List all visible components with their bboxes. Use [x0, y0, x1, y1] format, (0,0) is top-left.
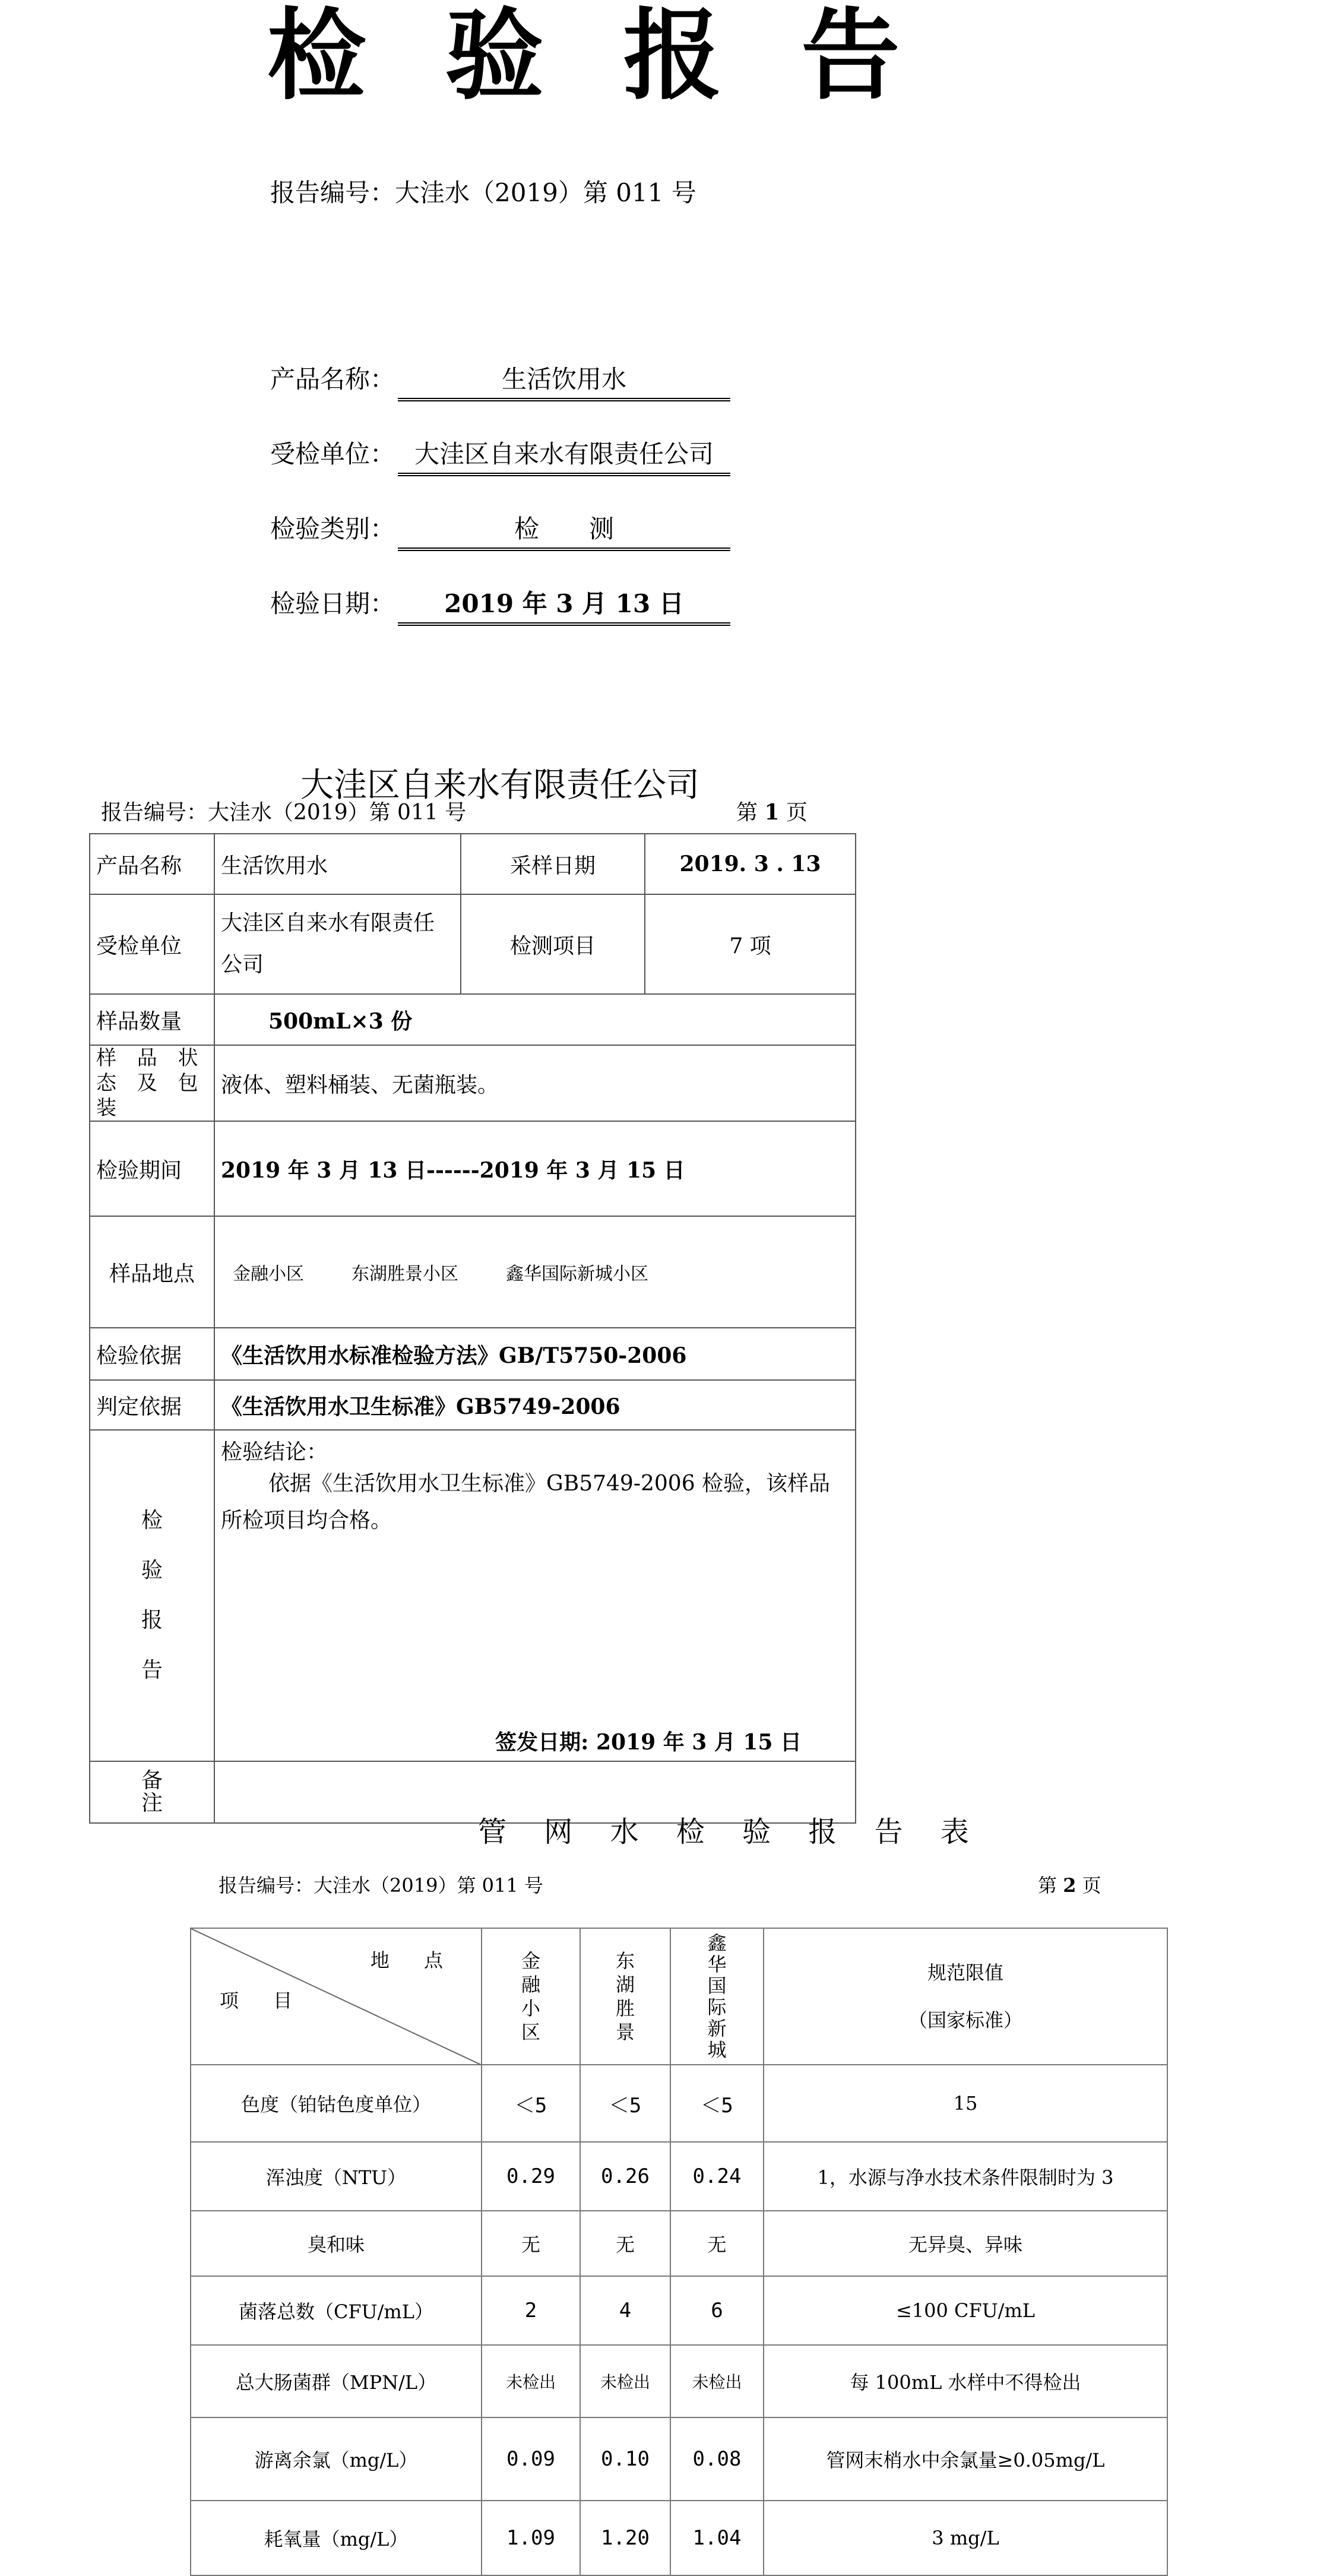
limit-cell: 1，水源与净水技术条件限制时为 3 — [764, 2142, 1167, 2211]
cell-value: 2019 年 3 月 13 日------2019 年 3 月 15 日 — [214, 1121, 856, 1216]
site-name: 金融小区 — [233, 1264, 304, 1284]
page1-report-number: 报告编号：大洼水（2019）第 011 号 — [101, 800, 467, 825]
table-row — [90, 894, 856, 994]
limit-sub: （国家标准） — [908, 2009, 1022, 2031]
cover-field-label: 检验日期： — [270, 589, 395, 618]
table-row — [191, 2417, 1167, 2501]
cell-label: 采样日期 — [461, 834, 645, 894]
value-cell: 无 — [670, 2211, 764, 2276]
header-location: 地 点 — [370, 1949, 457, 1971]
value-cell: 0.24 — [670, 2142, 764, 2211]
page2-page-number — [1038, 1871, 1101, 1898]
cell-label: 样 品 状 态 及 包 装 — [90, 1045, 214, 1121]
value-cell: 0.10 — [580, 2417, 670, 2501]
header-site — [670, 1928, 764, 2065]
cell-value: 生活饮用水 — [214, 834, 461, 894]
cell-value: 2019. 3 . 13 — [645, 834, 856, 894]
table-row — [90, 834, 856, 894]
cell-label: 受检单位 — [90, 894, 214, 994]
value-cell: 未检出 — [482, 2345, 580, 2417]
cover-field-label: 检验类别： — [270, 514, 395, 543]
remark-label-cell — [90, 1761, 214, 1823]
value-cell: 1.20 — [580, 2501, 670, 2575]
value-cell: 0.29 — [482, 2142, 580, 2211]
diagonal-header-cell — [191, 1928, 482, 2065]
cell-label: 检验期间 — [90, 1121, 214, 1216]
limit-cell: 无异臭、异味 — [764, 2211, 1167, 2276]
limit-cell: 15 — [764, 2065, 1167, 2142]
report-table — [89, 833, 856, 1824]
cover-field-value: 大洼区自来水有限责任公司 — [398, 435, 730, 476]
value-cell: 0.26 — [580, 2142, 670, 2211]
page-num: 1 — [764, 800, 780, 825]
item-cell: 菌落总数（CFU/mL） — [191, 2276, 482, 2345]
page-suffix: 页 — [779, 800, 808, 825]
cover-field-label: 产品名称： — [270, 365, 395, 394]
header-item: 项 目 — [220, 1989, 307, 2012]
cell-value: 7 项 — [645, 894, 856, 994]
value-cell: ＜5 — [580, 2065, 670, 2142]
page2-report-number: 报告编号：大洼水（2019）第 011 号 — [219, 1874, 543, 1897]
table-row — [90, 1045, 856, 1121]
header-site — [482, 1928, 580, 2065]
cover-title: 检 验 报 告 — [267, 0, 923, 113]
limit-cell: ≤100 CFU/mL — [764, 2276, 1167, 2345]
table-row — [191, 2276, 1167, 2345]
report-label-cell — [90, 1430, 214, 1761]
value-cell: 1.09 — [482, 2501, 580, 2575]
company-title: 大洼区自来水有限责任公司 — [300, 766, 699, 805]
cell-value: 《生活饮用水卫生标准》GB5749-2006 — [214, 1380, 856, 1430]
table-row — [191, 2065, 1167, 2142]
cover-field-value: 检 测 — [398, 509, 730, 551]
table-row — [90, 1430, 856, 1761]
value-cell: 未检出 — [580, 2345, 670, 2417]
table-row — [191, 2345, 1167, 2417]
page-prefix: 第 — [1038, 1874, 1063, 1897]
page2-title: 管 网 水 检 验 报 告 表 — [478, 1815, 983, 1849]
cell-value: 液体、塑料桶装、无菌瓶装。 — [214, 1045, 856, 1121]
limit-cell: 管网末梢水中余氯量≥0.05mg/L — [764, 2417, 1167, 2501]
table-row — [90, 1328, 856, 1380]
limit-title: 规范限值 — [927, 1961, 1003, 1984]
conclusion-text: 依据《生活饮用水卫生标准》GB5749-2006 检验，该样品所检项目均合格。 — [221, 1471, 831, 1533]
header-site-text: 鑫华国际新城 — [707, 1931, 727, 2061]
cover-field-value: 2019 年 3 月 13 日 — [398, 584, 730, 626]
value-cell: 0.08 — [670, 2417, 764, 2501]
table-row — [90, 1380, 856, 1430]
item-cell: 臭和味 — [191, 2211, 482, 2276]
page1-page-number — [736, 796, 808, 826]
limit-cell: 每 100mL 水样中不得检出 — [764, 2345, 1167, 2417]
report-label-char: 验 — [141, 1558, 163, 1583]
cell-label: 检验依据 — [90, 1328, 214, 1380]
table-header-row — [191, 1928, 1167, 2065]
cell-label: 样品数量 — [90, 994, 214, 1045]
table-row — [90, 1121, 856, 1216]
conclusion-title: 检验结论： — [221, 1440, 328, 1464]
table-row — [90, 1216, 856, 1328]
table-row — [191, 2142, 1167, 2211]
page-num: 2 — [1063, 1874, 1076, 1897]
issue-date: 签发日期: 2019 年 3 月 15 日 — [495, 1730, 802, 1755]
cell-label: 产品名称 — [90, 834, 214, 894]
item-cell: 游离余氯（mg/L） — [191, 2417, 482, 2501]
value-cell: 4 — [580, 2276, 670, 2345]
site-name: 鑫华国际新城小区 — [506, 1264, 648, 1284]
item-cell: 总大肠菌群（MPN/L） — [191, 2345, 482, 2417]
cell-value — [214, 1216, 856, 1328]
cover-field-label: 受检单位： — [270, 439, 395, 469]
header-site-text: 金融小区 — [521, 1950, 540, 2043]
report-label-char: 检 — [141, 1508, 163, 1533]
value-cell: 无 — [482, 2211, 580, 2276]
value-cell: ＜5 — [482, 2065, 580, 2142]
header-site-text: 东湖胜景 — [615, 1950, 635, 2043]
cover-report-number: 报告编号：大洼水（2019）第 011 号 — [270, 178, 696, 207]
value-cell: 0.09 — [482, 2417, 580, 2501]
value-cell: 2 — [482, 2276, 580, 2345]
value-cell: 6 — [670, 2276, 764, 2345]
cell-label: 判定依据 — [90, 1380, 214, 1430]
results-table — [190, 1928, 1168, 2576]
report-label-char: 告 — [141, 1658, 163, 1682]
cell-label: 检测项目 — [461, 894, 645, 994]
cell-value: 《生活饮用水标准检验方法》GB/T5750-2006 — [214, 1328, 856, 1380]
table-row — [90, 994, 856, 1045]
cover-field-value: 生活饮用水 — [398, 360, 730, 401]
page-prefix: 第 — [736, 800, 765, 825]
value-cell: 未检出 — [670, 2345, 764, 2417]
remark-label-char: 备 — [141, 1768, 163, 1793]
item-cell: 浑浊度（NTU） — [191, 2142, 482, 2211]
header-limit — [764, 1928, 1167, 2065]
item-cell: 耗氧量（mg/L） — [191, 2501, 482, 2575]
value-cell: ＜5 — [670, 2065, 764, 2142]
cell-value: 500mL×3 份 — [214, 994, 856, 1045]
remark-label-char: 注 — [141, 1791, 163, 1815]
value-cell: 无 — [580, 2211, 670, 2276]
limit-cell: 3 mg/L — [764, 2501, 1167, 2575]
conclusion-cell — [214, 1430, 856, 1761]
site-name: 东湖胜景小区 — [352, 1264, 458, 1284]
cell-label: 样品地点 — [90, 1216, 214, 1328]
item-cell: 色度（铂钴色度单位） — [191, 2065, 482, 2142]
page-suffix: 页 — [1076, 1874, 1101, 1897]
report-label-char: 报 — [141, 1608, 163, 1632]
cell-value: 大洼区自来水有限责任公司 — [214, 894, 461, 994]
table-row — [191, 2501, 1167, 2575]
table-row — [191, 2211, 1167, 2276]
value-cell: 1.04 — [670, 2501, 764, 2575]
header-site — [580, 1928, 670, 2065]
